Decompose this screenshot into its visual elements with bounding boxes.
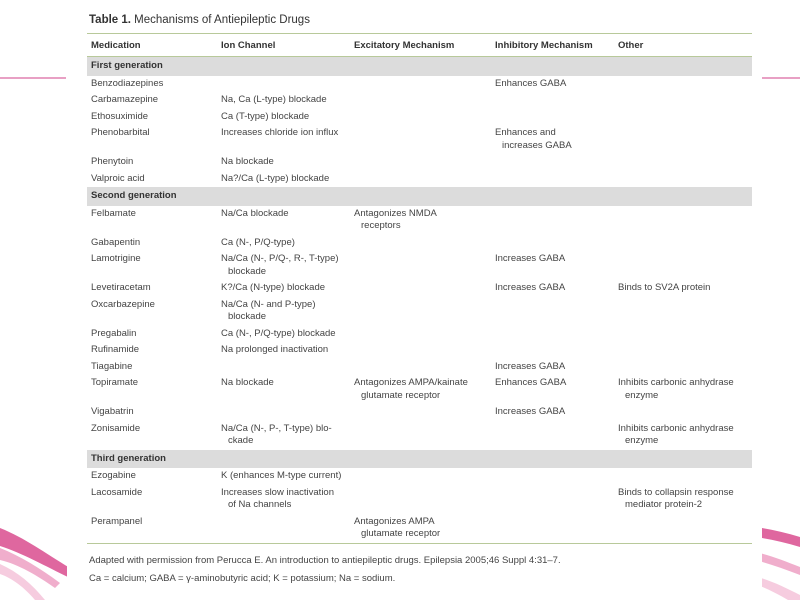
cell-excitatory [350,235,491,252]
cell-text: K (enhances M-type current) [221,470,342,481]
cell-inhibitory [491,468,614,485]
cell-excitatory [350,280,491,297]
cell-text: Lacosamide [91,486,143,498]
cell-inhibitory [491,206,614,235]
cell-text: Benzodiazepines [91,77,164,89]
cell-medication [87,206,217,235]
cell-text: Levetiracetam [91,282,151,293]
cell-other [614,125,752,154]
cell-text: Enhances GABA [495,377,567,388]
cell-inhibitory [491,342,614,359]
cell-text: Na?/Ca (L-type) blockade [221,172,330,184]
cell-text: Antagonizes AMPA/kainate glutamate receptor [354,377,468,401]
cell-text: Na prolonged inactivation [221,344,329,355]
cell-other [614,421,752,450]
cell-other [614,514,752,543]
cell-ion-channel [217,76,350,93]
cell-ion-channel [217,251,350,280]
cell-inhibitory [491,280,614,297]
header-medication: Medication [87,34,217,57]
cell-ion-channel [217,109,350,126]
cell-other [614,375,752,404]
cell-inhibitory [491,359,614,376]
cell-inhibitory [491,171,614,188]
cell-text: Enhances and increases GABA [495,127,572,151]
table-row [87,92,752,109]
cell-excitatory [350,171,491,188]
cell-other [614,326,752,343]
generation-group-row [87,57,752,76]
cell-inhibitory [491,235,614,252]
cell-ion-channel [217,468,350,485]
cell-inhibitory [491,92,614,109]
cell-text: Tiagabine [91,360,133,372]
cell-excitatory [350,297,491,326]
cell-text: Increases GABA [495,360,566,372]
generation-label: Second generation [87,187,752,206]
decorative-rule-right [762,77,800,79]
cell-ion-channel [217,375,350,404]
footnote-source: Adapted with permission from Perucca E. An introduction to antiepileptic drugs. Epilepsia 2005;46 Suppl 4:31–7. [89,555,561,566]
cell-medication [87,468,217,485]
cell-text: Na, Ca (L-type) blockade [221,94,327,105]
cell-inhibitory [491,375,614,404]
table-bottom-rule-cell [87,543,752,544]
cell-excitatory [350,326,491,343]
cell-medication [87,125,217,154]
cell-excitatory [350,154,491,171]
footnote-abbreviations: Ca = calcium; GABA = γ-aminobutyric acid; K = potassium; Na = sodium. [89,573,396,584]
cell-inhibitory [491,421,614,450]
cell-other [614,206,752,235]
cell-excitatory [350,251,491,280]
cell-ion-channel [217,421,350,450]
cell-text: Increases GABA [495,253,566,264]
cell-other [614,76,752,93]
cell-text: Perampanel [91,515,143,527]
cell-text: Antagonizes AMPA glutamate receptor [354,515,441,539]
table-body [87,57,752,544]
cell-text: Increases GABA [495,406,566,417]
cell-inhibitory [491,125,614,154]
cell-other [614,359,752,376]
cell-inhibitory [491,297,614,326]
generation-group-row [87,187,752,206]
cell-excitatory [350,468,491,485]
cell-excitatory [350,342,491,359]
table-row [87,251,752,280]
cell-excitatory [350,359,491,376]
cell-medication [87,235,217,252]
cell-other [614,468,752,485]
cell-medication [87,297,217,326]
cell-text: Phenytoin [91,156,134,167]
cell-other [614,485,752,514]
cell-ion-channel [217,359,350,376]
cell-ion-channel [217,342,350,359]
cell-excitatory [350,76,491,93]
cell-ion-channel [217,326,350,343]
cell-text: Ca (N-, P/Q-type) blockade [221,327,336,339]
cell-other [614,154,752,171]
table-row [87,514,752,543]
cell-medication [87,485,217,514]
table-row [87,154,752,171]
cell-medication [87,421,217,450]
generation-label: Third generation [87,450,752,469]
header-ion-channel: Ion Channel [217,34,350,57]
cell-text: Inhibits carbonic anhydrase enzyme [618,422,734,446]
table-row [87,76,752,93]
cell-inhibitory [491,154,614,171]
decorative-rule-left [0,77,66,79]
cell-medication [87,109,217,126]
cell-other [614,297,752,326]
cell-text: K?/Ca (N-type) blockade [221,282,326,293]
cell-inhibitory [491,485,614,514]
table-row [87,485,752,514]
cell-other [614,171,752,188]
cell-text: Zonisamide [91,422,141,434]
cell-text: Felbamate [91,207,136,219]
table-bottom-rule [87,543,752,544]
cell-text: Pregabalin [91,327,137,339]
cell-other [614,251,752,280]
cell-excitatory [350,485,491,514]
cell-text: Vigabatrin [91,406,134,417]
header-inhibitory-mechanism: Inhibitory Mechanism [491,34,614,57]
cell-text: Valproic acid [91,172,145,184]
cell-ion-channel [217,154,350,171]
cell-medication [87,76,217,93]
table-header-row [87,34,752,57]
cell-ion-channel [217,280,350,297]
table-row [87,171,752,188]
table-row [87,468,752,485]
cell-ion-channel [217,297,350,326]
cell-medication [87,92,217,109]
cell-text: Rufinamide [91,344,140,355]
cell-text: Increases GABA [495,282,566,293]
cell-text: Antagonizes NMDA receptors [354,207,437,231]
table-row [87,280,752,297]
cell-other [614,92,752,109]
cell-text: Ca (N-, P/Q-type) [221,236,295,248]
table-row [87,125,752,154]
cell-medication [87,251,217,280]
cell-text: Inhibits carbonic anhydrase enzyme [618,377,734,401]
generation-label: First generation [87,57,752,76]
cell-medication [87,154,217,171]
table-row [87,326,752,343]
table-row [87,206,752,235]
cell-excitatory [350,92,491,109]
header-other: Other [614,34,752,57]
cell-medication [87,326,217,343]
cell-text: Phenobarbital [91,127,150,138]
cell-other [614,109,752,126]
cell-text: Carbamazepine [91,94,159,105]
table-row [87,109,752,126]
mechanisms-table [87,33,752,544]
cell-medication [87,171,217,188]
cell-text: Increases slow inactivation of Na channels [221,486,334,510]
cell-text: Lamotrigine [91,253,141,264]
table-row [87,421,752,450]
decorative-swoosh-left [0,498,70,600]
cell-ion-channel [217,404,350,421]
table-row [87,375,752,404]
cell-excitatory [350,109,491,126]
cell-ion-channel [217,171,350,188]
cell-excitatory [350,375,491,404]
cell-text: Oxcarbazepine [91,298,155,310]
cell-medication [87,375,217,404]
cell-medication [87,404,217,421]
cell-other [614,404,752,421]
cell-medication [87,342,217,359]
cell-text: Enhances GABA [495,77,567,89]
header-excitatory-mechanism: Excitatory Mechanism [350,34,491,57]
cell-inhibitory [491,404,614,421]
cell-text: Binds to SV2A protein [618,282,711,293]
cell-excitatory [350,404,491,421]
cell-medication [87,514,217,543]
cell-text: Na/Ca (N-, P-, T-type) blo- ckade [221,422,332,446]
cell-excitatory [350,421,491,450]
table-row [87,297,752,326]
cell-ion-channel [217,235,350,252]
cell-ion-channel [217,485,350,514]
cell-text: Topiramate [91,377,138,388]
table-title [89,14,310,26]
cell-excitatory [350,206,491,235]
cell-text: Gabapentin [91,236,141,248]
cell-text: Ezogabine [91,470,136,481]
table-row [87,404,752,421]
cell-ion-channel [217,514,350,543]
document-page [67,0,762,600]
cell-text: Na/Ca (N-, P/Q-, R-, T-type) blockade [221,253,339,277]
cell-inhibitory [491,251,614,280]
cell-other [614,280,752,297]
cell-text: Na/Ca blockade [221,207,289,219]
cell-text: Binds to collapsin response mediator protein-2 [618,486,734,510]
table-row [87,359,752,376]
cell-inhibitory [491,326,614,343]
table-row [87,235,752,252]
cell-ion-channel [217,206,350,235]
cell-text: Ethosuximide [91,110,149,122]
cell-text: Na/Ca (N- and P-type) blockade [221,298,316,322]
table-title-label: Table 1. [89,14,131,26]
table-row [87,342,752,359]
cell-inhibitory [491,109,614,126]
cell-ion-channel [217,125,350,154]
cell-text: Increases chloride ion influx [221,127,339,138]
cell-other [614,342,752,359]
cell-excitatory [350,514,491,543]
table-title-text: Mechanisms of Antiepileptic Drugs [130,14,310,26]
cell-inhibitory [491,514,614,543]
generation-group-row [87,450,752,469]
cell-text: Na blockade [221,377,274,388]
cell-inhibitory [491,76,614,93]
cell-ion-channel [217,92,350,109]
cell-other [614,235,752,252]
cell-text: Ca (T-type) blockade [221,110,310,122]
cell-medication [87,359,217,376]
cell-excitatory [350,125,491,154]
cell-medication [87,280,217,297]
cell-text: Na blockade [221,156,274,167]
